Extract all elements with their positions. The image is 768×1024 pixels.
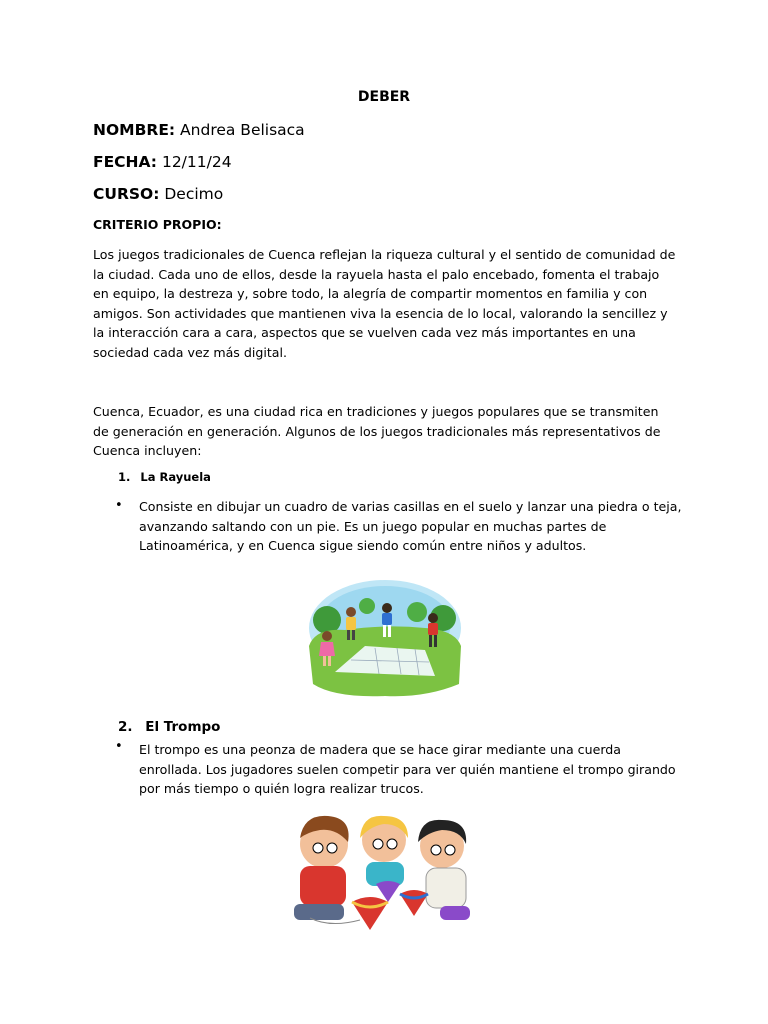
item-2-bullet: • <box>115 739 123 754</box>
item-1-heading <box>118 470 211 484</box>
item-1-bullet: • <box>115 498 123 513</box>
item-1-name: La Rayuela <box>140 470 211 484</box>
item-1-description: Consiste en dibujar un cuadro de varias casillas en el suelo y lanzar una piedra o teja, avanzando saltando con un pie. Es un juego popular en muchas partes de Latinoamérica, y en Cuenca sigue siendo común entre niños y adultos. <box>139 499 682 554</box>
intro-paragraph: Cuenca, Ecuador, es una ciudad rica en tradiciones y juegos populares que se transmiten de generación en generación. Algunos de los juegos tradicionales más representativos de Cuenca incluyen: <box>93 404 661 459</box>
curso-label: CURSO: <box>93 185 160 203</box>
nombre-line <box>93 121 305 139</box>
spinning-tops-illustration <box>290 808 478 936</box>
fecha-value: 12/11/24 <box>161 153 232 171</box>
item-2-name: El Trompo <box>145 719 221 735</box>
nombre-label: NOMBRE: <box>93 121 176 139</box>
nombre-value: Andrea Belisaca <box>180 121 305 139</box>
hopscotch-illustration <box>305 576 465 698</box>
criterio-paragraph: Los juegos tradicionales de Cuenca reflejan la riqueza cultural y el sentido de comunidad de la ciudad. Cada uno de ellos, desde la rayuela hasta el palo encebado, fomenta el trabajo en equipo, la destreza y, sobre todo, la alegría de compartir momentos en familia y con amigos. Son actividades que mantienen viva la esencia de lo local, valorando la sencillez y la interacción cara a cara, aspectos que se vuelven cada vez más importantes en una sociedad cada vez más digital. <box>93 247 676 360</box>
curso-line <box>93 185 223 203</box>
fecha-line <box>93 153 232 171</box>
fecha-label: FECHA: <box>93 153 158 171</box>
doc-title: DEBER <box>357 89 411 105</box>
curso-value: Decimo <box>164 185 224 203</box>
item-2-heading <box>118 719 220 735</box>
item-2-number: 2. <box>118 719 133 735</box>
criterio-heading: CRITERIO PROPIO: <box>93 217 222 232</box>
item-1-number: 1. <box>118 470 131 484</box>
item-2-description: El trompo es una peonza de madera que se hace girar mediante una cuerda enrollada. Los jugadores suelen competir para ver quién mantiene el trompo girando por más tiempo o quién logra realizar trucos. <box>139 742 676 797</box>
